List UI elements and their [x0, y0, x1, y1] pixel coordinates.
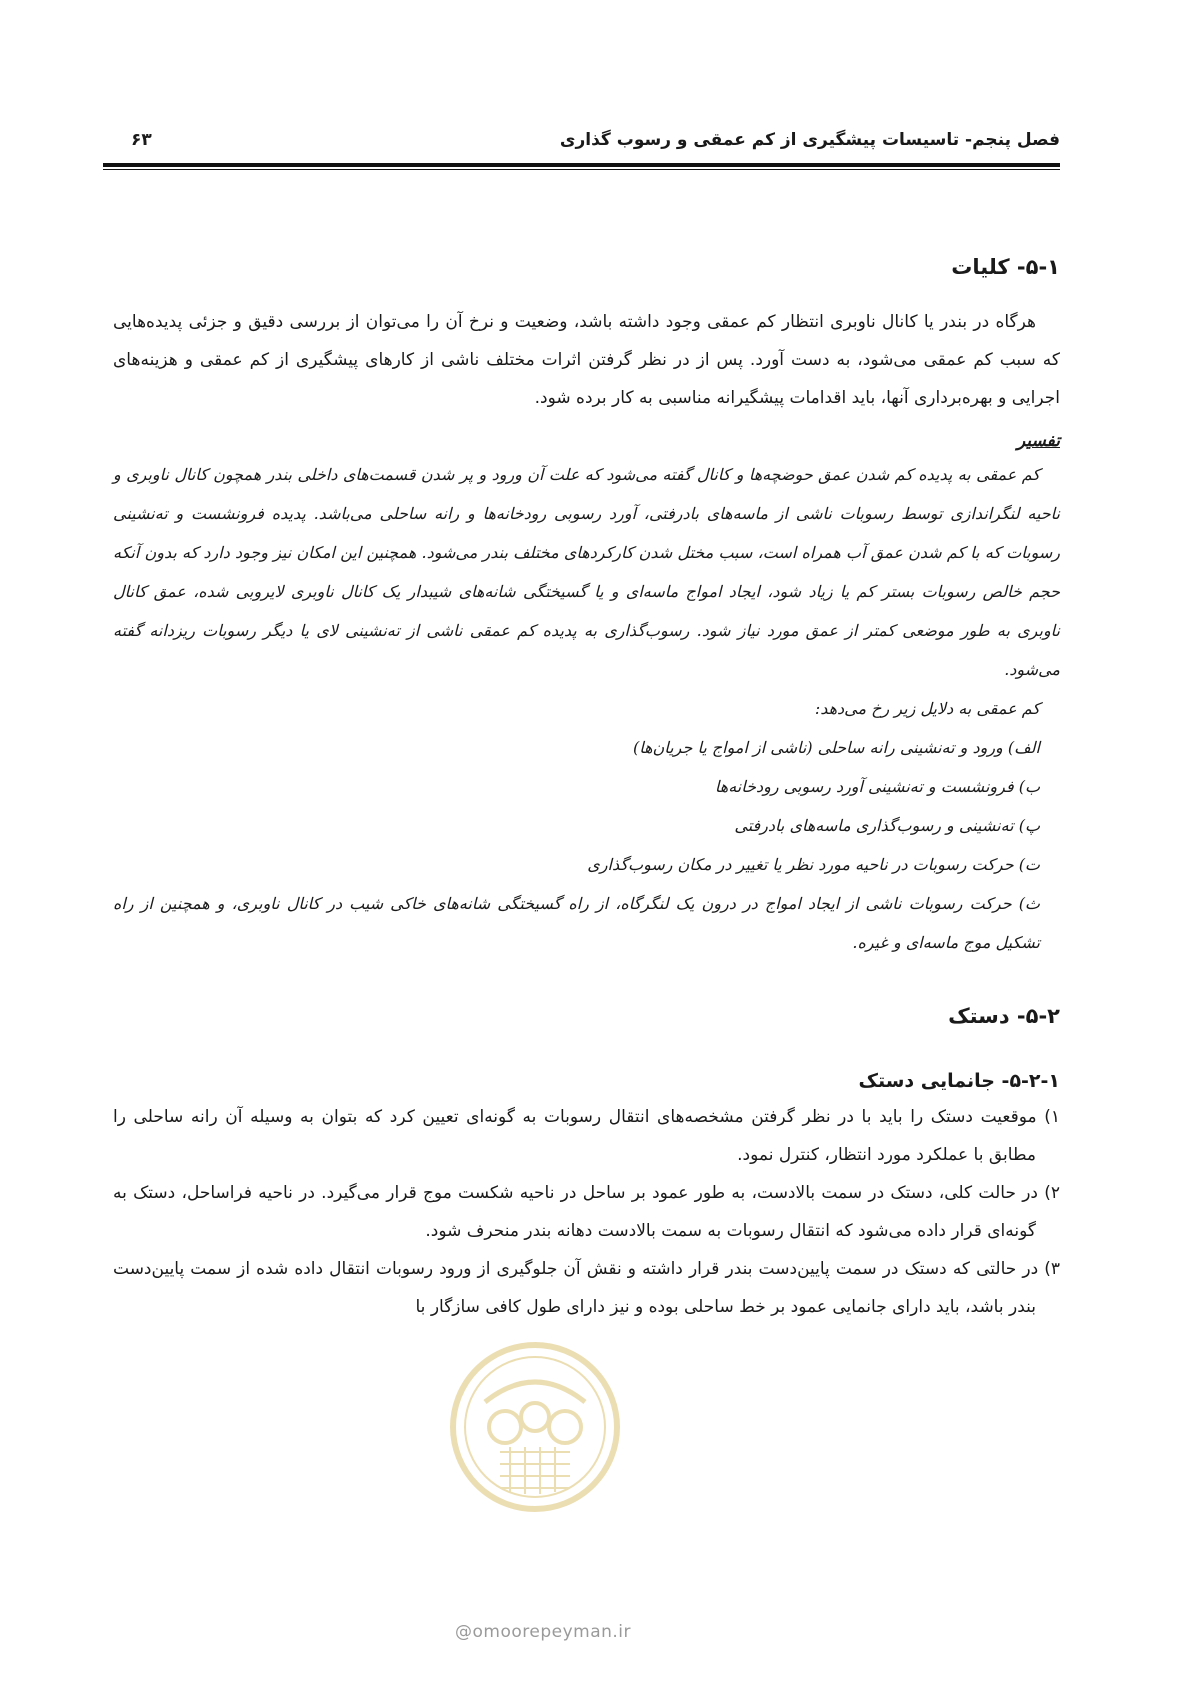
section-heading-5-2-1: ۵-۲-۱- جانمایی دستک — [858, 1070, 1060, 1092]
section-heading-5-2: ۵-۲- دستک — [948, 1004, 1060, 1028]
cause-item: ب) فرونشست و ته‌نشینی آورد رسوبی رودخانه‌ها — [714, 777, 1040, 796]
cause-item: پ) ته‌نشینی و رسوب‌گذاری ماسه‌های بادرفتی — [734, 816, 1040, 835]
numbered-item: ۱) موقعیت دستک را باید با در نظر گرفتن مشخصه‌های انتقال رسوبات به گونه‌ای تعیین کرد که بتوان به وسیله آن رانه ساحلی را مطابق با عملکرد مورد انتظار، کنترل نمود. — [113, 1107, 1060, 1165]
page-number: ۶۳ — [131, 130, 152, 150]
page-content — [113, 255, 1060, 1326]
cause-item: ث) حرکت رسوبات ناشی از ایجاد امواج در درون یک لنگرگاه، از راه گسیختگی شانه‌های خاکی شیب در کانال ناوبری، و همچنین از راه تشکیل موج ماسه‌ای و غیره. — [113, 894, 1040, 952]
causes-intro: کم عمقی به دلایل زیر رخ می‌دهد: — [814, 699, 1040, 718]
numbered-item: ۳) در حالتی که دستک در سمت پایین‌دست بندر قرار داشته و نقش آن جلوگیری از ورود رسوبات انتقال داده شده از سمت پایین‌دست بندر باشد، باید دارای جانمایی عمود بر خط ساحلی بوده و نیز دارای طول کافی سازگار با — [113, 1259, 1060, 1317]
interpretation-title: تفسیر — [1016, 431, 1060, 451]
cause-item: الف) ورود و ته‌نشینی رانه ساحلی (ناشی از امواج یا جریان‌ها) — [633, 738, 1040, 757]
numbered-item: ۲) در حالت کلی، دستک در سمت بالادست، به طور عمود بر ساحل در ناحیه شکست موج قرار می‌گیرد. در ناحیه فراساحل، دستک به گونه‌ای قرار داده می‌شود که انتقال رسوبات به سمت بالادست دهانه بندر منحرف شود. — [113, 1183, 1060, 1241]
cause-item: ت) حرکت رسوبات در ناحیه مورد نظر یا تغییر در مکان رسوب‌گذاری — [587, 855, 1040, 874]
general-paragraph: هرگاه در بندر یا کانال ناوبری انتظار کم عمقی وجود داشته باشد، وضعیت و نرخ آن را می‌توان از بررسی دقیق و جزئی پدیده‌هایی که سبب کم عمقی می‌شود، به دست آورد. پس از در نظر گرفتن اثرات مختلف ناشی از کارهای پیشگیری از کم عمقی و هزینه‌های اجرایی و بهره‌برداری آنها، باید اقدامات پیشگیرانه مناسبی به کار برده شود. — [113, 312, 1060, 408]
watermark-seal-icon — [445, 1332, 625, 1522]
section-heading-5-1: ۵-۱- کلیات — [951, 255, 1060, 279]
interpretation-paragraph: کم عمقی به پدیده کم شدن عمق حوضچه‌ها و کانال گفته می‌شود که علت آن ورود و پر شدن قسمت‌های داخلی بندر همچون کانال ناوبری و ناحیه لنگراندازی توسط رسوبات ناشی از ماسه‌های بادرفتی، آورد رسوبی رودخانه‌ها و رانه ساحلی می‌باشد. پدیده فرونشست و ته‌نشینی رسوبات که با کم شدن عمق آب همراه است، سبب مختل شدن کارکردهای مختلف بندر می‌شود. همچنین این امکان نیز وجود دارد که بدون آنکه حجم خالص رسوبات بستر کم یا زیاد شود، ایجاد امواج ماسه‌ای و یا گسیختگی شانه‌های شیبدار یک کانال ناوبری لایروبی شده، عمق کانال ناوبری به طور موضعی کمتر از عمق مورد نیاز شود. رسوب‌گذاری به پدیده کم عمقی ناشی از ته‌نشینی لای یا دیگر رسوبات ریزدانه گفته می‌شود. — [113, 465, 1060, 679]
header-rule — [103, 163, 1060, 167]
chapter-title: فصل پنجم- تاسیسات پیشگیری از کم عمقی و رسوب گذاری — [559, 130, 1060, 150]
watermark-site: @omoorepeyman.ir — [455, 1622, 632, 1642]
page-header — [103, 128, 1060, 164]
header-rule-thin — [103, 169, 1060, 170]
